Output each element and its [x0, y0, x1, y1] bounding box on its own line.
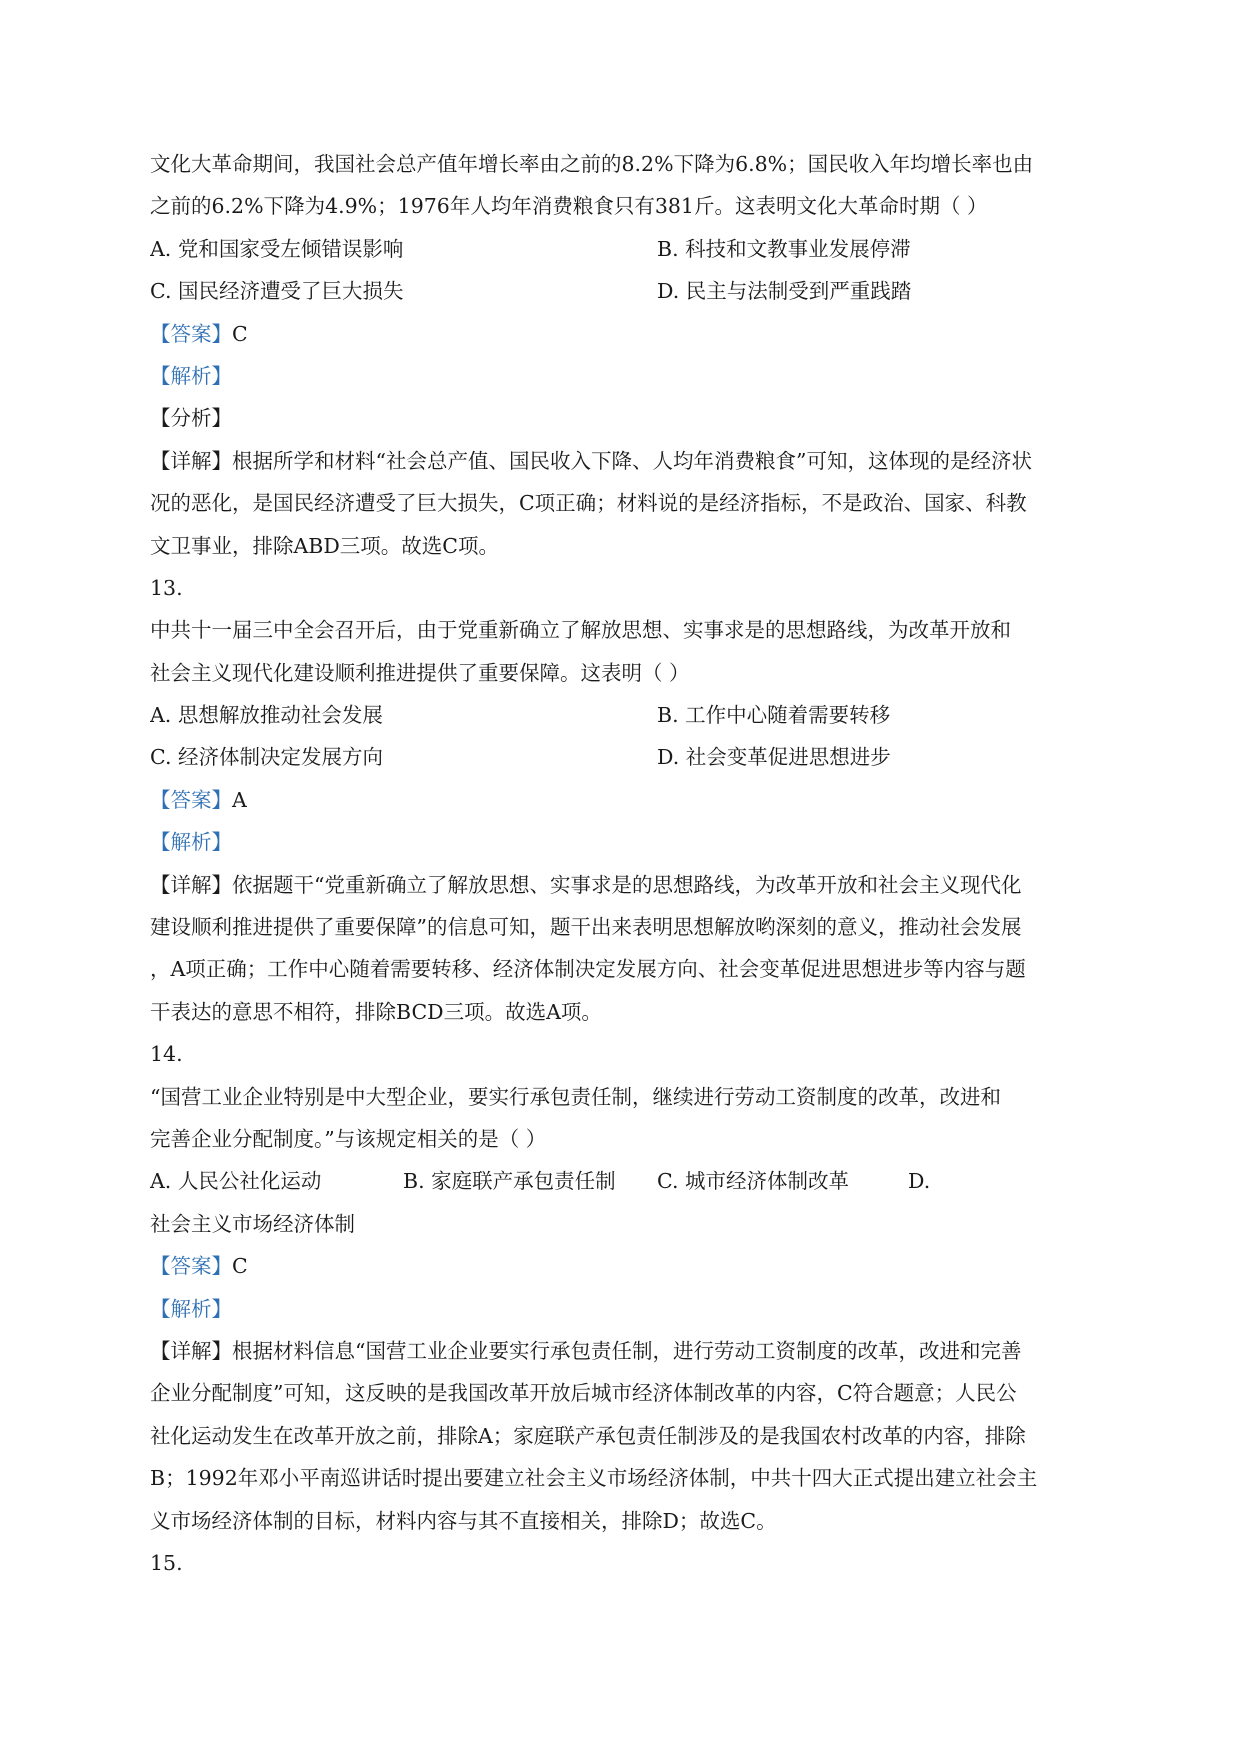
q14-option-d: D.: [908, 1169, 931, 1194]
q14-option-c: C. 城市经济体制改革: [657, 1169, 849, 1194]
answer-value: A: [232, 787, 247, 812]
answer-value: C: [232, 1254, 248, 1279]
answer-tag: 【答案】: [150, 1254, 232, 1279]
detail-text: 依据题干“党重新确立了解放思想、实事求是的思想路线，为改革开放和社会主义现代化: [232, 872, 1022, 897]
q13-option-a: A. 思想解放推动社会发展: [150, 703, 383, 728]
answer-value: C: [232, 321, 248, 346]
detail-tag: 【详解】: [150, 872, 232, 897]
q14-detail-line: 企业分配制度”可知，这反映的是我国改革开放后城市经济体制改革的内容，C符合题意；人民公: [150, 1381, 1017, 1406]
q14-analysis: [150, 1288, 1100, 1330]
detail-text: 根据材料信息“国营工业企业要实行承包责任制，进行劳动工资制度的改革，改进和完善: [232, 1338, 1022, 1363]
q12-option-a: A. 党和国家受左倾错误影响: [150, 236, 404, 261]
q14-option-a: A. 人民公社化运动: [150, 1169, 322, 1194]
q13-options-row: [150, 694, 1100, 736]
q12-options-row: [150, 270, 1100, 312]
q13-detail-line: [150, 864, 1100, 906]
q13-answer: [150, 779, 1100, 821]
q14-option-b: B. 家庭联产承包责任制: [403, 1169, 616, 1194]
analysis-tag: 【解析】: [150, 1296, 232, 1321]
q13-option-b: B. 工作中心随着需要转移: [657, 703, 891, 728]
q13-option-d: D. 社会变革促进思想进步: [657, 745, 891, 770]
q12-analysis: [150, 355, 1100, 397]
analysis-tag: 【解析】: [150, 363, 232, 388]
q12-detail-line: [150, 440, 1100, 482]
q13-analysis: [150, 821, 1100, 863]
q12-detail-line: 况的恶化，是国民经济遭受了巨大损失，C项正确；材料说的是经济指标，不是政治、国家、科教: [150, 491, 1027, 516]
document-content: [150, 143, 1100, 1584]
q13-stem-line: 中共十一届三中全会召开后，由于党重新确立了解放思想、实事求是的思想路线，为改革开放和: [150, 618, 1011, 643]
q14-answer: [150, 1245, 1100, 1287]
q12-answer: [150, 313, 1100, 355]
q13-number: 13.: [150, 575, 183, 600]
q14-stem-line: “国营工业企业特别是中大型企业，要实行承包责任制，继续进行劳动工资制度的改革，改进和: [150, 1084, 1001, 1109]
q12-option-b: B. 科技和文教事业发展停滞: [657, 236, 911, 261]
q14-stem-line: 完善企业分配制度。”与该规定相关的是（ ）: [150, 1126, 547, 1151]
answer-tag: 【答案】: [150, 321, 232, 346]
q15-number: 15.: [150, 1550, 183, 1575]
q12-option-c: C. 国民经济遭受了巨大损失: [150, 279, 404, 304]
detail-tag: 【详解】: [150, 1338, 232, 1363]
q13-detail-line: ，A项正确；工作中心随着需要转移、经济体制决定发展方向、社会变革促进思想进步等内容与题: [150, 957, 1026, 982]
q14-detail-line: [150, 1330, 1100, 1372]
detail-text: 根据所学和材料“社会总产值、国民收入下降、人均年消费粮食”可知，这体现的是经济状: [232, 448, 1032, 473]
answer-tag: 【答案】: [150, 787, 232, 812]
q13-option-c: C. 经济体制决定发展方向: [150, 745, 383, 770]
q12-fenxi: [150, 397, 1100, 439]
q13-detail-line: 干表达的意思不相符，排除BCD三项。故选A项。: [150, 999, 602, 1024]
detail-tag: 【详解】: [150, 448, 232, 473]
q14-detail-line: 社化运动发生在改革开放之前，排除A；家庭联产承包责任制涉及的是我国农村改革的内容，排除: [150, 1423, 1026, 1448]
q12-stem-line: 之前的6.2%下降为4.9%；1976年人均年消费粮食只有381斤。这表明文化大革命时期（ ）: [150, 194, 988, 219]
q14-option-d-text: 社会主义市场经济体制: [150, 1211, 355, 1236]
q12-stem-line: 文化大革命期间，我国社会总产值年增长率由之前的8.2%下降为6.8%；国民收入年均增长率也由: [150, 152, 1034, 176]
q12-detail-line: 文卫事业，排除ABD三项。故选C项。: [150, 533, 499, 558]
q13-options-row: [150, 736, 1100, 778]
q12-option-d: D. 民主与法制受到严重践踏: [657, 279, 912, 304]
q14-options-row: [150, 1160, 1100, 1202]
q14-detail-line: 义市场经济体制的目标，材料内容与其不直接相关，排除D；故选C。: [150, 1508, 777, 1533]
analysis-tag: 【解析】: [150, 830, 232, 855]
q14-number: 14.: [150, 1042, 183, 1067]
q13-stem-line: 社会主义现代化建设顺利推进提供了重要保障。这表明（ ）: [150, 660, 690, 685]
q14-detail-line: B；1992年邓小平南巡讲话时提出要建立社会主义市场经济体制，中共十四大正式提出建立社会主: [150, 1466, 1038, 1491]
fenxi-tag: 【分析】: [150, 406, 232, 431]
q13-detail-line: 建设顺利推进提供了重要保障”的信息可知，题干出来表明思想解放哟深刻的意义，推动社会发展: [150, 915, 1022, 940]
q12-options-row: [150, 228, 1100, 270]
